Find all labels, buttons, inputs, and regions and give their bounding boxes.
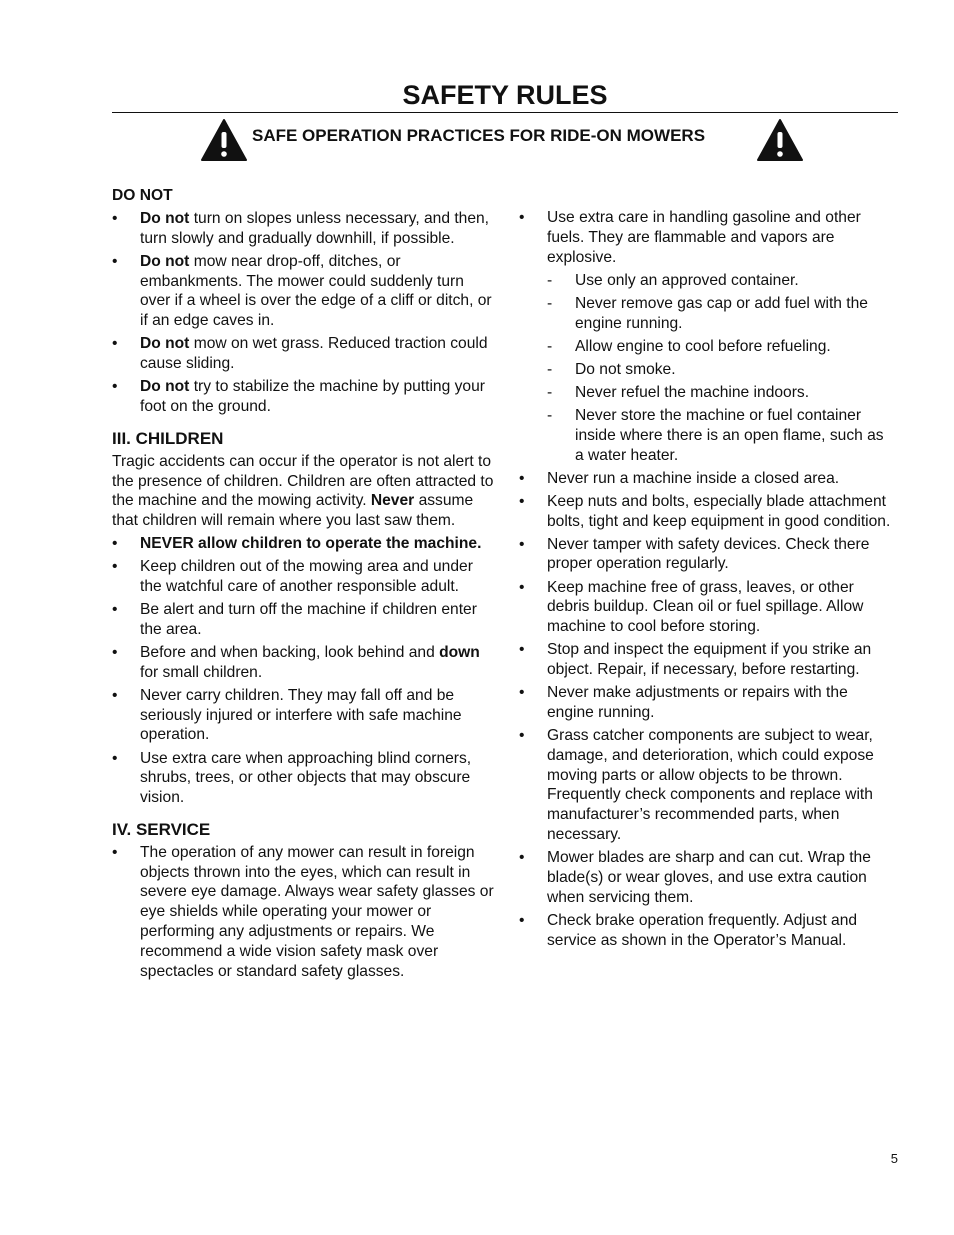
item-text: mow on wet grass. Reduced traction could cause sliding. — [140, 335, 488, 373]
list-item — [112, 749, 494, 808]
bullet-mark: • — [112, 601, 118, 619]
sub-list-item — [547, 337, 893, 357]
page-title: SAFETY RULES — [402, 80, 608, 110]
bullet-mark: • — [112, 252, 118, 270]
do-not-heading: DO NOT — [112, 187, 173, 204]
sub-list-item — [547, 294, 893, 334]
item-text: Keep nuts and bolts, especially blade attachment bolts, tight and keep equipment in good condition. — [547, 492, 891, 530]
item-text: Stop and inspect the equipment if you strike an object. Repair, if necessary, before restarting. — [547, 641, 872, 678]
warning-triangle-icon — [200, 118, 248, 162]
item-text: Before and when backing, look behind and — [140, 643, 440, 661]
item-emphasis: NEVER allow children to operate the machine. — [140, 535, 482, 553]
bullet-mark: • — [112, 843, 118, 861]
bullet-mark: • — [519, 578, 525, 596]
item-emphasis: Do not — [140, 210, 190, 227]
sub-list-item — [547, 383, 893, 403]
item-text: turn on slopes unless necessary, and then, turn slowly and gradually downhill, if possible. — [140, 210, 490, 247]
item-text: Never remove gas cap or add fuel with the engine running. — [575, 294, 868, 332]
right-column — [519, 208, 893, 954]
bullet-mark: • — [112, 535, 118, 553]
intro-emphasis: Never — [370, 492, 415, 510]
list-item — [519, 640, 893, 680]
list-item — [112, 600, 494, 640]
list-item — [112, 843, 494, 982]
left-column — [112, 186, 494, 985]
bullet-mark: • — [519, 849, 525, 867]
item-text: Keep children out of the mowing area and under the watchful care of another responsible adult. — [140, 558, 473, 595]
item-text: Grass catcher components are subject to wear, damage, and deterioration, which could expose moving parts or allow objects to be thrown. Frequently check components and replace with manufacturer’s recommended parts, when necessary. — [547, 726, 874, 843]
bullet-mark: • — [519, 209, 525, 226]
bullet-mark: • — [519, 911, 525, 929]
item-text: Never carry children. They may fall off and be seriously injured or interfere with safe machine operation. — [140, 686, 462, 744]
list-item — [112, 334, 494, 374]
bullet-mark: • — [519, 492, 525, 510]
warning-triangle-icon — [756, 118, 804, 162]
item-emphasis: Do not — [140, 252, 190, 270]
list-item — [519, 469, 893, 489]
item-text: for small children. — [140, 663, 263, 681]
item-text: Never tamper with safety devices. Check there proper operation regularly. — [547, 535, 870, 573]
item-text: Use extra care in handling gasoline and other fuels. They are flammable and vapors are explosive. — [547, 209, 861, 266]
intro-text: Tragic accidents can occur if the operator is not alert to the presence of children. Children are often attracted to the machine and the mowing activity. — [112, 452, 494, 510]
item-text: Use extra care when approaching blind corners, shrubs, trees, or other objects that may obscure vision. — [140, 749, 472, 807]
item-emphasis: Do not — [140, 335, 190, 353]
service-heading: IV. SERVICE — [112, 819, 211, 839]
list-item — [112, 252, 494, 331]
list-item — [112, 534, 494, 554]
bullet-mark: • — [519, 726, 525, 744]
page-number: 5 — [890, 1151, 898, 1166]
item-text: Keep machine free of grass, leaves, or other debris buildup. Clean oil or fuel spillage. Allow machine to cool before storing. — [547, 578, 864, 636]
list-item — [519, 535, 893, 575]
sub-list-item — [547, 271, 893, 291]
list-item — [112, 643, 494, 683]
item-text: Do not smoke. — [575, 360, 676, 378]
sub-list-item — [547, 360, 893, 380]
dash-mark: - — [547, 360, 553, 378]
list-item — [519, 683, 893, 723]
children-list — [112, 534, 494, 808]
bullet-mark: • — [112, 686, 118, 704]
list-item — [112, 377, 494, 417]
bullet-mark: • — [112, 335, 118, 353]
dash-mark: - — [547, 294, 553, 312]
bullet-mark: • — [112, 749, 118, 767]
dash-mark: - — [547, 406, 553, 424]
item-text: Check brake operation frequently. Adjust and service as shown in the Operator’s Manual. — [547, 911, 858, 949]
service-list — [112, 843, 494, 982]
dash-mark: - — [547, 271, 553, 289]
item-text: Use only an approved container. — [575, 271, 799, 289]
right-list-continued — [519, 469, 893, 951]
dash-mark: - — [547, 337, 553, 355]
section-subtitle: SAFE OPERATION PRACTICES FOR RIDE-ON MOWERS — [252, 126, 706, 145]
item-text: try to stabilize the machine by putting your foot on the ground. — [140, 378, 485, 416]
bullet-mark: • — [112, 558, 118, 576]
bullet-mark: • — [519, 469, 525, 487]
fuel-sub-list — [547, 271, 893, 466]
item-text: Be alert and turn off the machine if children enter the area. — [140, 601, 477, 638]
item-text: Never make adjustments or repairs with the engine running. — [547, 684, 848, 721]
item-emphasis: Do not — [140, 378, 190, 396]
list-item — [112, 557, 494, 597]
list-item — [112, 686, 494, 745]
item-text: mow near drop-off, ditches, or embankments. The mower could suddenly turn over if a wheel is over the edge of a cliff or ditch, or if an edge caves in. — [140, 252, 492, 330]
bullet-mark: • — [112, 378, 118, 396]
bullet-mark: • — [112, 643, 118, 661]
children-heading: III. CHILDREN — [112, 428, 224, 448]
bullet-mark: • — [519, 535, 525, 553]
list-item — [519, 911, 893, 951]
bullet-mark: • — [519, 684, 525, 702]
list-item — [112, 209, 494, 249]
sub-list-item — [547, 406, 893, 465]
bullet-mark: • — [112, 210, 118, 227]
item-text: Mower blades are sharp and can cut. Wrap the blade(s) or wear gloves, and use extra caution when servicing them. — [547, 849, 871, 906]
item-text: Never refuel the machine indoors. — [575, 383, 810, 401]
do-not-list — [112, 209, 494, 417]
list-item — [519, 726, 893, 845]
item-text: Never store the machine or fuel container inside where there is an open flame, such as a water heater. — [575, 406, 884, 464]
item-text: Never run a machine inside a closed area. — [547, 469, 840, 487]
right-list — [519, 208, 893, 267]
item-emphasis: down — [439, 643, 480, 661]
item-text: Allow engine to cool before refueling. — [575, 337, 831, 355]
children-intro — [112, 452, 494, 531]
intro-text-end: assume that children will remain where you last saw them. — [112, 492, 474, 530]
list-item — [519, 492, 893, 532]
title-divider — [112, 112, 898, 113]
list-item — [519, 848, 893, 907]
item-text: The operation of any mower can result in foreign objects thrown into the eyes, which can result in severe eye damage. Always wear safety glasses or eye shields while operating your mower or performing any adjustments or repairs. We recommend a wide vision safety mask over spectacles or standard safety glasses. — [140, 843, 494, 980]
dash-mark: - — [547, 383, 553, 401]
list-item-fuel — [519, 208, 893, 267]
bullet-mark: • — [519, 641, 525, 659]
list-item — [519, 578, 893, 637]
